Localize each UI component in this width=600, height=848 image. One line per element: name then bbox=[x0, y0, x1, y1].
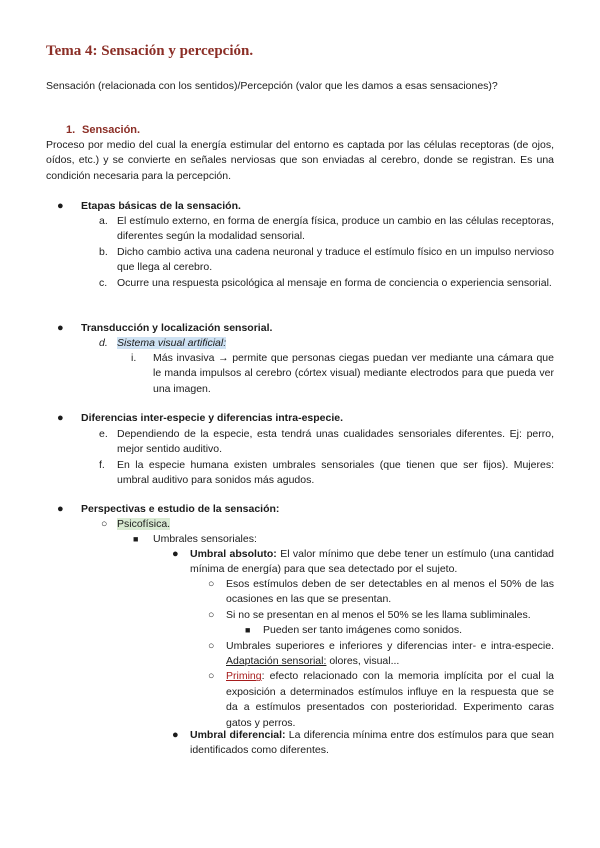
list-item-text: Si no se presentan en al menos el 50% se les llama subliminales. bbox=[226, 608, 531, 621]
transduccion-item bbox=[99, 336, 554, 351]
list-item bbox=[133, 532, 554, 547]
umbrales-item bbox=[133, 532, 554, 547]
adaptacion-tail: olores, visual... bbox=[326, 655, 400, 668]
circle-bullet-icon: ○ bbox=[208, 578, 215, 590]
page-title: Tema 4: Sensación y percepción. bbox=[46, 43, 254, 59]
umbral-diferencial-definition: La diferencia mínima entre dos estímulos para que sean identificados como diferentes. bbox=[190, 729, 554, 757]
diferencias-section bbox=[57, 411, 554, 426]
etapas-list bbox=[99, 214, 554, 291]
etapas-section bbox=[57, 199, 554, 214]
list-item bbox=[99, 245, 554, 276]
umbral-absoluto-text bbox=[190, 547, 554, 578]
perspectivas-section bbox=[57, 502, 554, 517]
priming-link[interactable]: Priming bbox=[226, 670, 262, 683]
list-item-text: En la especie humana existen umbrales sensoriales (que tienen que ser fijos). Mujeres: umbral auditivo para sonidos más agudos. bbox=[117, 458, 554, 487]
transduccion-subitem bbox=[131, 351, 554, 397]
bullet-icon: ● bbox=[57, 322, 64, 334]
transduccion-heading bbox=[57, 321, 554, 336]
list-item-text: Ocurre una respuesta psicológica al mensaje en forma de conciencia o experiencia sensorial. bbox=[117, 276, 552, 289]
list-item bbox=[99, 276, 554, 291]
list-item bbox=[208, 639, 554, 670]
list-item-text: El estímulo externo, en forma de energía física, produce un cambio en las células receptoras, diferentes según la modalidad sensorial. bbox=[117, 215, 554, 243]
priming-definition: : efecto relacionado con la memoria implícita por el cual la exposición a determinados estímulos influye en la respuesta que se da a estímulos presentados con posterioridad. Experimento caras gatos y perros. bbox=[226, 670, 554, 729]
perspectivas-heading-text: Perspectivas e estudio de la sensación: bbox=[81, 503, 280, 515]
diferencias-list bbox=[99, 427, 554, 489]
list-marker: d. bbox=[99, 337, 108, 349]
list-marker: f. bbox=[99, 458, 105, 471]
section-1-paragraph: Proceso por medio del cual la energía estimular del entorno es captada por las células receptoras (de ojos, oídos, etc.) y se convierte en señales nerviosas que son enviadas al cerebro, donde se registran. Es una condición necesaria para la percepción. bbox=[46, 139, 554, 182]
section-1-title: Sensación. bbox=[82, 124, 141, 136]
transduccion-heading-text: Transducción y localización sensorial. bbox=[81, 322, 273, 334]
umbral-diferencial-text bbox=[190, 728, 554, 759]
intro-question: Sensación (relacionada con los sentidos)/Percepción (valor que les damos a esas sensaciones)? bbox=[46, 80, 498, 92]
section-1-heading bbox=[66, 123, 140, 138]
bullet-icon: ● bbox=[57, 412, 64, 424]
psicofisica-item bbox=[101, 517, 554, 532]
list-item bbox=[208, 577, 554, 608]
square-bullet-icon: ■ bbox=[133, 534, 139, 544]
list-item-text: Dicho cambio activa una cadena neuronal y traduce el estímulo físico en un impulso nervioso que llega al cerebro. bbox=[117, 245, 554, 274]
list-marker: e. bbox=[99, 428, 108, 440]
list-item-text bbox=[226, 639, 554, 670]
diferencias-heading bbox=[57, 411, 554, 426]
list-marker: b. bbox=[99, 245, 108, 258]
list-item-text: Más invasiva → permite que personas ciegas puedan ver mediante una cámara que le manda impulsos al cerebro (córtex visual) mediante electrodos para que pueda ver una imagen. bbox=[153, 352, 554, 395]
section-1-number: 1. bbox=[66, 124, 76, 136]
list-item-text: Dependiendo de la especie, esta tendrá unas cualidades sensoriales diferentes. Ej: perro, mejor sentido auditivo. bbox=[117, 428, 554, 456]
list-marker: i. bbox=[131, 352, 137, 364]
list-item bbox=[226, 623, 554, 638]
list-item bbox=[208, 608, 554, 623]
adaptacion-sensorial-link[interactable]: Adaptación sensorial: bbox=[226, 655, 327, 668]
list-item bbox=[131, 351, 554, 397]
list-item-text: Pueden ser tanto imágenes como sonidos. bbox=[263, 624, 463, 637]
circle-bullet-icon: ○ bbox=[101, 518, 108, 530]
list-item bbox=[172, 547, 555, 578]
sistema-visual-label: Sistema visual artificial: bbox=[117, 337, 227, 349]
perspectivas-heading bbox=[57, 502, 554, 517]
absoluto-sublist bbox=[208, 577, 554, 731]
list-item bbox=[99, 427, 554, 458]
list-item-text bbox=[226, 669, 554, 731]
list-item bbox=[99, 336, 554, 351]
list-item bbox=[208, 669, 554, 731]
diferencias-heading-text: Diferencias inter-especie y diferencias intra-especie. bbox=[81, 412, 344, 424]
list-item bbox=[99, 214, 554, 245]
list-marker: c. bbox=[99, 276, 108, 289]
list-item bbox=[172, 728, 554, 759]
umbrales-label: Umbrales sensoriales: bbox=[153, 533, 257, 545]
square-bullet-icon: ■ bbox=[245, 625, 251, 636]
list-item-text: Esos estímulos deben de ser detectables en al menos el 50% de las ocasiones en las que se presentan. bbox=[226, 578, 554, 606]
list-marker: a. bbox=[99, 215, 108, 227]
bullet-icon: ● bbox=[172, 729, 179, 741]
umbral-absoluto bbox=[172, 547, 555, 578]
circle-bullet-icon: ○ bbox=[208, 608, 215, 621]
etapas-heading bbox=[57, 199, 554, 214]
psicofisica-label: Psicofísica. bbox=[117, 518, 171, 530]
bullet-icon: ● bbox=[57, 200, 64, 212]
transduccion-section bbox=[57, 321, 554, 336]
bullet-icon: ● bbox=[57, 503, 64, 515]
list-item bbox=[99, 458, 554, 489]
umbral-absoluto-definition: El valor mínimo que debe tener un estímulo (una cantidad mínima de energía) para que sea detectado por el sujeto. bbox=[190, 548, 555, 576]
circle-bullet-icon: ○ bbox=[208, 670, 215, 683]
umbral-diferencial bbox=[172, 728, 554, 759]
etapas-heading-text: Etapas básicas de la sensación. bbox=[81, 200, 241, 212]
umbral-diferencial-label: Umbral diferencial: bbox=[190, 729, 286, 741]
circle-bullet-icon: ○ bbox=[208, 639, 215, 652]
bullet-icon: ● bbox=[172, 548, 179, 560]
umbral-absoluto-label: Umbral absoluto: bbox=[190, 548, 277, 560]
umbrales-sup-inf-text: Umbrales superiores e inferiores y diferencias inter- e intra-especie. bbox=[226, 639, 554, 652]
list-item bbox=[101, 517, 554, 532]
